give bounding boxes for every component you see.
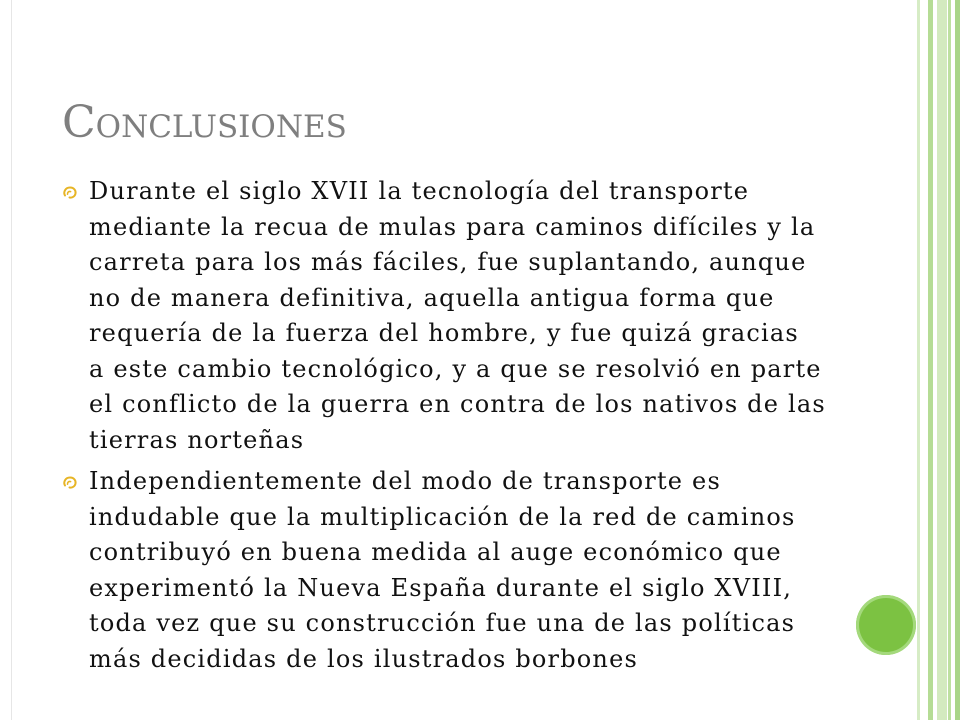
text-line: tierras norteñas bbox=[89, 425, 305, 454]
text-line: Independientemente del modo de transporte es bbox=[89, 467, 721, 495]
text-line: no de manera definitiva, aquella antigua forma que bbox=[89, 283, 775, 312]
bullet-icon bbox=[62, 186, 77, 199]
text-line: toda vez que su construcción fue una de las políticas bbox=[89, 609, 796, 637]
text-line: contribuyó en buena medida al auge económico que bbox=[89, 538, 782, 566]
text-line: carreta para los más fáciles, fue suplantando, aunque bbox=[89, 248, 807, 276]
text-line: experimentó la Nueva España durante el siglo XVIII, bbox=[89, 573, 793, 602]
bullet-item bbox=[62, 174, 862, 458]
text-line: a este cambio tecnológico, y a que se resolvió en parte bbox=[89, 354, 822, 383]
bullet-list bbox=[62, 174, 862, 677]
text-line: Durante el siglo XVII la tecnología del transporte bbox=[89, 177, 750, 205]
decorative-stripe bbox=[955, 0, 960, 720]
decorative-stripe bbox=[937, 0, 947, 720]
text-line: indudable que la multiplicación de la red de caminos bbox=[89, 502, 796, 531]
text-line: requería de la fuerza del hombre, y fue quizá gracias bbox=[89, 319, 799, 347]
green-circle-ornament bbox=[856, 595, 916, 655]
decorative-stripe bbox=[928, 0, 933, 720]
bullet-item bbox=[62, 464, 862, 677]
text-line: mediante la recua de mulas para caminos difíciles y la bbox=[89, 212, 816, 241]
decorative-stripe bbox=[948, 0, 951, 720]
text-line: el conflicto de la guerra en contra de los nativos de las bbox=[89, 390, 826, 418]
decorative-stripe bbox=[917, 0, 920, 720]
text-line: más decididas de los ilustrados borbones bbox=[89, 644, 638, 673]
bullet-icon bbox=[62, 476, 77, 489]
left-border-line bbox=[11, 0, 12, 720]
slide-title: Conclusiones bbox=[62, 97, 347, 148]
